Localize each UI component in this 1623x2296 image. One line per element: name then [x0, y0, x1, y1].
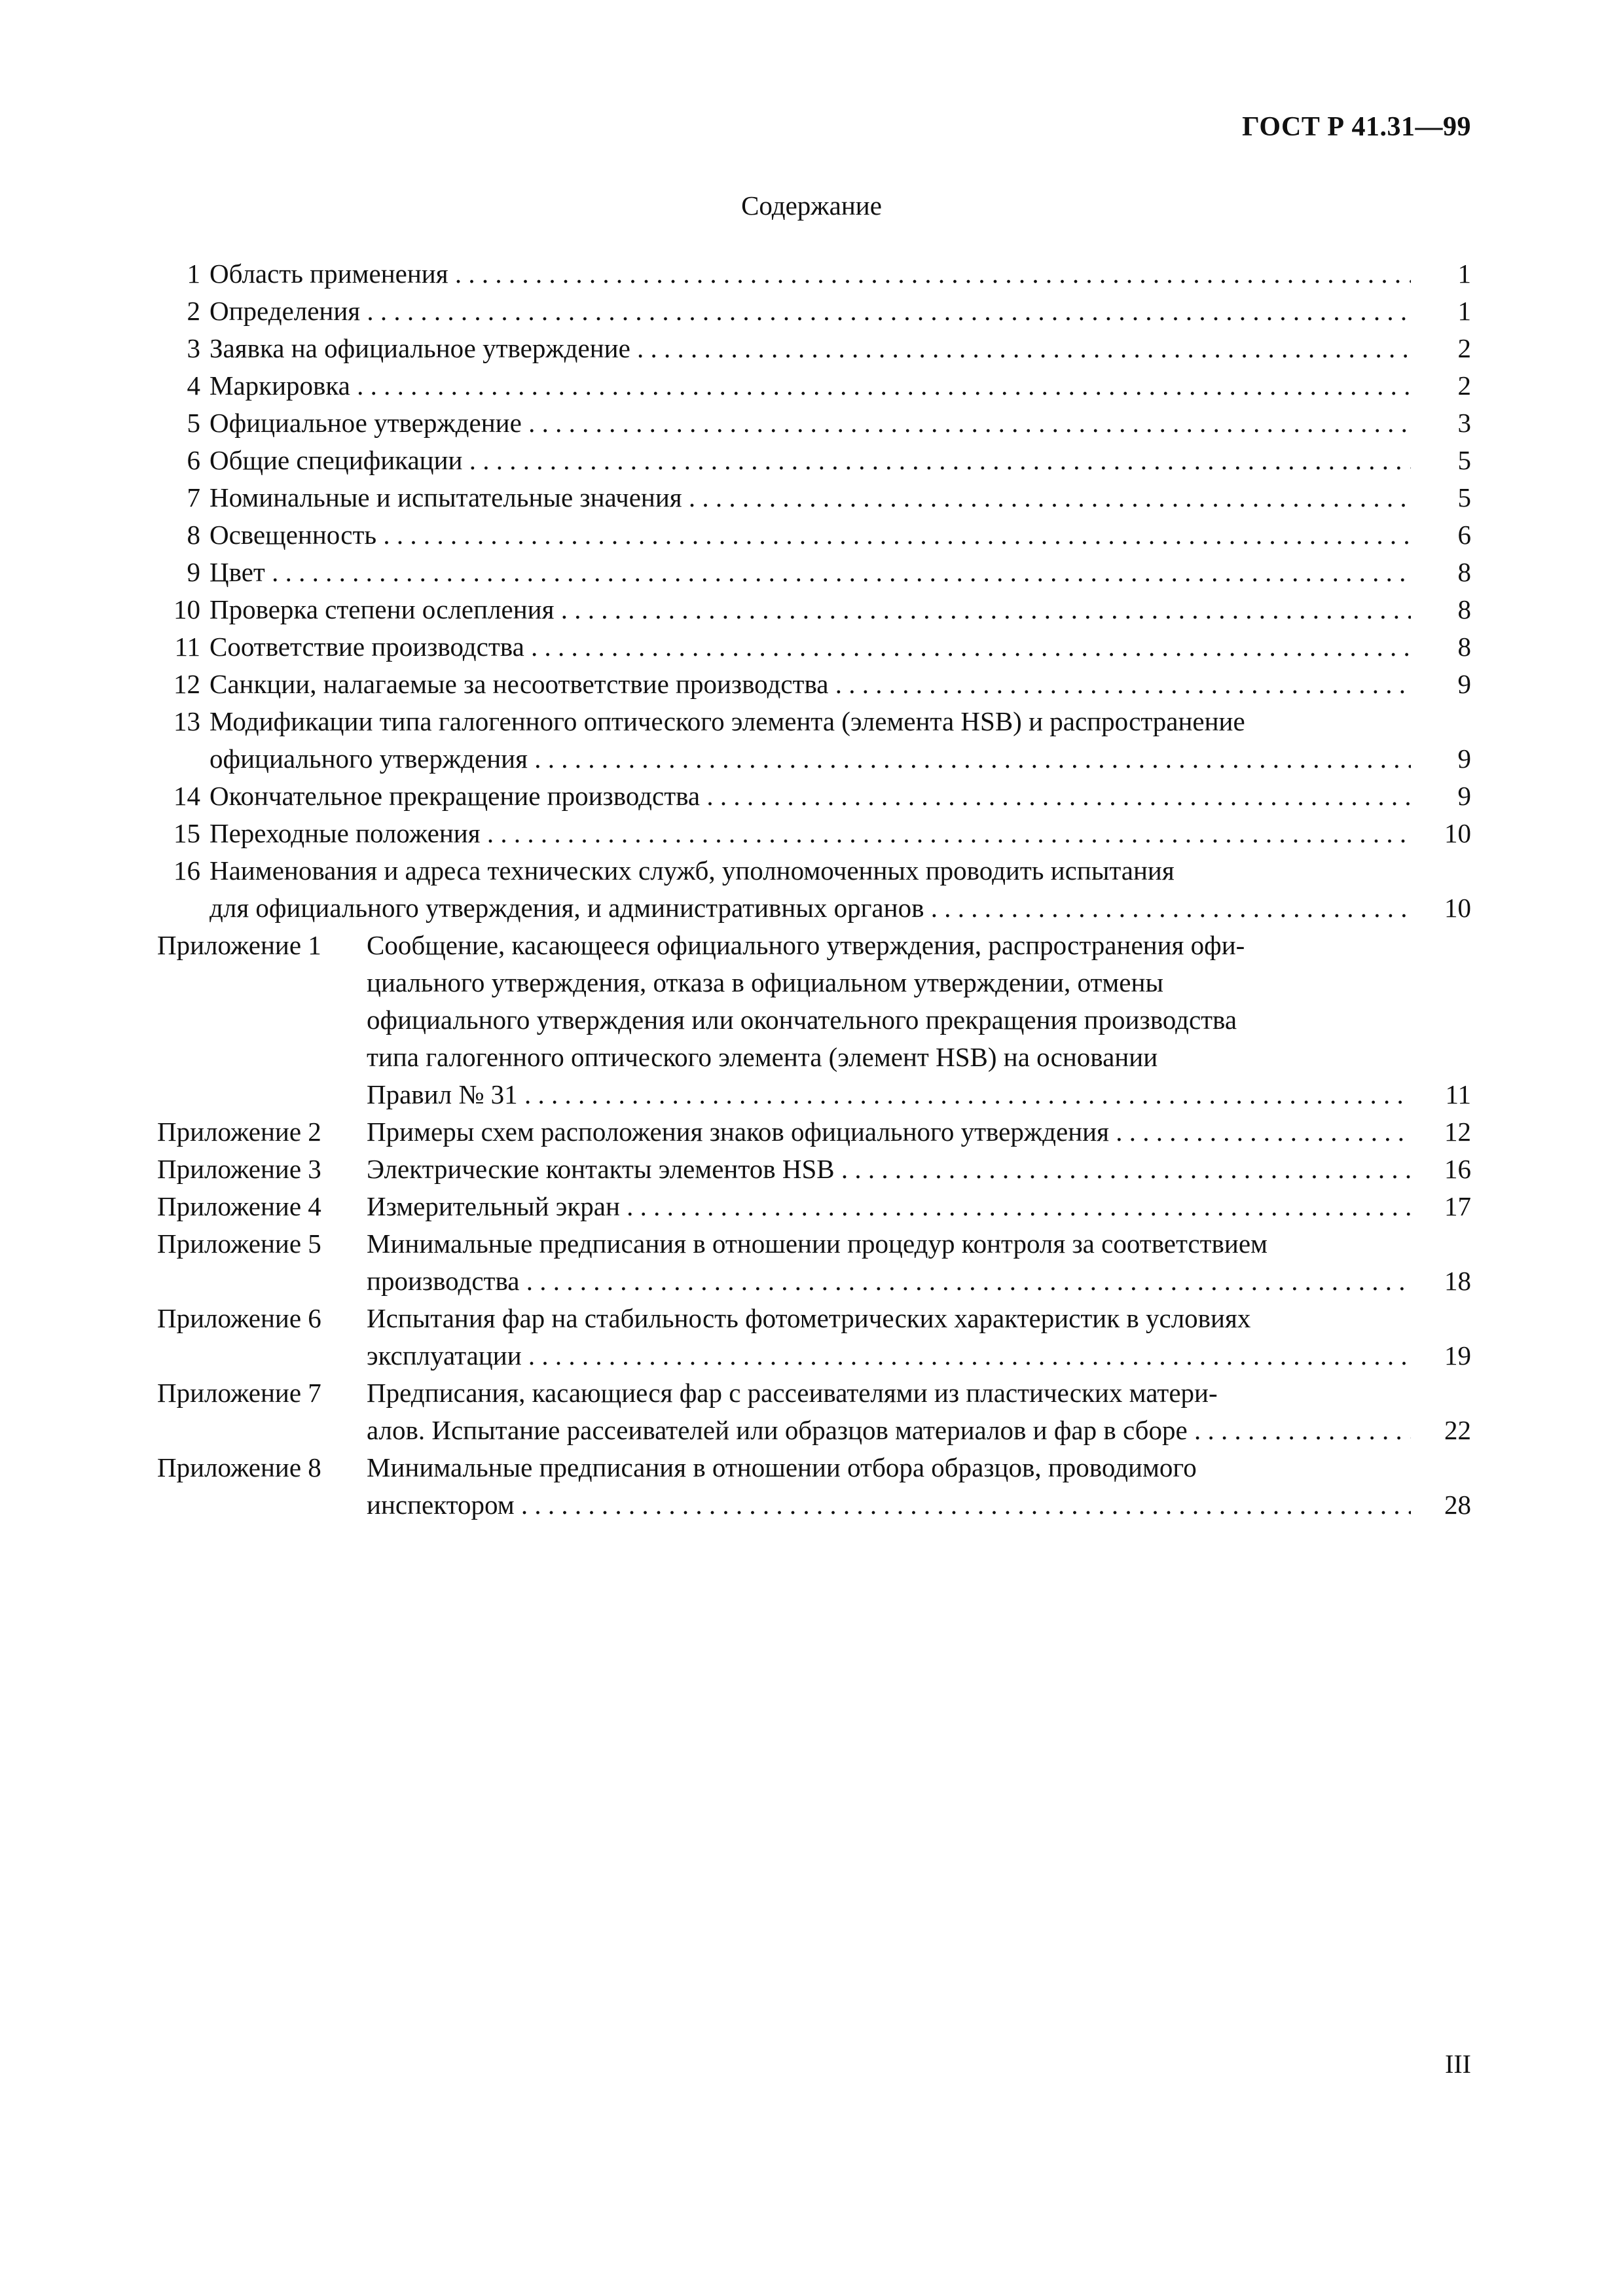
appendix-label: Приложение 1 [157, 930, 321, 960]
dot-leader [522, 1340, 1411, 1371]
toc-appendix-entry [157, 1449, 1471, 1524]
section-number: 4 [187, 370, 200, 401]
page-number: 5 [1457, 445, 1471, 475]
dot-leader [554, 594, 1411, 624]
toc-appendix-entry [157, 927, 1471, 1113]
entry-title-line: алов. Испытание рассеивателей или образцов материалов и фар в сборе [367, 1415, 1188, 1445]
toc-appendix-entry [157, 1374, 1471, 1449]
appendix-label: Приложение 6 [157, 1303, 321, 1333]
page-number-roman: III [1445, 2049, 1471, 2079]
dot-leader [1188, 1415, 1411, 1445]
page-number: 10 [1444, 893, 1471, 923]
dot-leader [620, 1191, 1411, 1221]
toc-section-entry [157, 628, 1471, 666]
section-number: 5 [187, 408, 200, 438]
section-number: 9 [187, 557, 200, 587]
toc-section-entry [157, 479, 1471, 516]
dot-leader [448, 259, 1411, 289]
page-number: 8 [1457, 632, 1471, 662]
page-number: 2 [1457, 333, 1471, 363]
page-number: 3 [1457, 408, 1471, 438]
toc-section-entry [157, 442, 1471, 479]
appendix-label: Приложение 8 [157, 1452, 321, 1482]
page-number: 10 [1444, 818, 1471, 848]
toc-appendix-entry [157, 1151, 1471, 1188]
toc-section-entry [157, 703, 1471, 778]
section-number: 13 [173, 706, 200, 736]
page-number: 28 [1444, 1490, 1471, 1520]
entry-title-line: Санкции, налагаемые за несоответствие производства [210, 669, 829, 699]
page-number: 16 [1444, 1154, 1471, 1184]
toc-appendix-entry [157, 1113, 1471, 1151]
page-number: 9 [1457, 744, 1471, 774]
dot-leader [462, 445, 1411, 475]
toc-section-entry [157, 367, 1471, 404]
toc-section-entry [157, 293, 1471, 330]
entry-title-line: Минимальные предписания в отношении процедур контроля за соответствием [367, 1229, 1267, 1259]
dot-leader [376, 520, 1411, 550]
page-number: 6 [1457, 520, 1471, 550]
page-number: 5 [1457, 482, 1471, 512]
entry-title-line: Правил № 31 [367, 1079, 518, 1109]
entry-title-line: Маркировка [210, 370, 350, 401]
entry-title-line: эксплуатации [367, 1340, 522, 1371]
section-number: 7 [187, 482, 200, 512]
entry-title-line: Испытания фар на стабильность фотометрических характеристик в условиях [367, 1303, 1251, 1333]
dot-leader [265, 557, 1411, 587]
dot-leader [522, 408, 1411, 438]
dot-leader [481, 818, 1411, 848]
toc-section-entry [157, 778, 1471, 815]
toc-section-entry [157, 554, 1471, 591]
toc-section-entry [157, 255, 1471, 293]
page-number: 1 [1457, 259, 1471, 289]
document-code: ГОСТ Р 41.31—99 [1242, 112, 1471, 142]
dot-leader [700, 781, 1411, 811]
entry-title-line: производства [367, 1266, 520, 1296]
dot-leader [682, 482, 1411, 512]
appendix-label: Приложение 2 [157, 1117, 321, 1147]
section-number: 2 [187, 296, 200, 326]
section-number: 6 [187, 445, 200, 475]
dot-leader [518, 1079, 1411, 1109]
toc-section-entry [157, 404, 1471, 442]
dot-leader [524, 632, 1411, 662]
entry-title-line: Электрические контакты элементов HSB [367, 1154, 835, 1184]
entry-title-line: Минимальные предписания в отношении отбора образцов, проводимого [367, 1452, 1197, 1482]
toc-section-entry [157, 330, 1471, 367]
entry-title-line: Область применения [210, 259, 448, 289]
section-number: 8 [187, 520, 200, 550]
page-number: 11 [1445, 1079, 1471, 1109]
dot-leader [515, 1490, 1411, 1520]
entry-title-line: Окончательное прекращение производства [210, 781, 701, 811]
section-number: 15 [173, 818, 200, 848]
dot-leader [630, 333, 1411, 363]
section-number: 14 [173, 781, 200, 811]
table-of-contents [157, 255, 1471, 1524]
section-number: 3 [187, 333, 200, 363]
dot-leader [828, 669, 1411, 699]
page-number: 9 [1457, 669, 1471, 699]
appendix-label: Приложение 7 [157, 1378, 321, 1408]
toc-section-entry [157, 516, 1471, 554]
entry-title-line: циального утверждения, отказа в официальном утверждении, отмены [367, 967, 1163, 997]
page-number: 18 [1444, 1266, 1471, 1296]
page-number: 8 [1457, 594, 1471, 624]
page-number: 2 [1457, 370, 1471, 401]
entry-title-line: Измерительный экран [367, 1191, 620, 1221]
entry-title-line: Сообщение, касающееся официального утверждения, распространения офи- [367, 930, 1245, 960]
entry-title-line: Цвет [210, 557, 265, 587]
entry-title-line: Заявка на официальное утверждение [210, 333, 630, 363]
entry-title-line: Соответствие производства [210, 632, 524, 662]
page-number: 9 [1457, 781, 1471, 811]
toc-section-entry [157, 666, 1471, 703]
dot-leader [1109, 1117, 1411, 1147]
entry-title-line: для официального утверждения, и административных органов [210, 893, 924, 923]
entry-title-line: типа галогенного оптического элемента (элемент HSB) на основании [367, 1042, 1158, 1072]
appendix-label: Приложение 4 [157, 1191, 321, 1221]
entry-title-line: Определения [210, 296, 361, 326]
dot-leader [835, 1154, 1411, 1184]
toc-title: Содержание [741, 190, 882, 221]
entry-title-line: Освещенность [210, 520, 377, 550]
page-number: 8 [1457, 557, 1471, 587]
page-number: 1 [1457, 296, 1471, 326]
entry-title-line: Проверка степени ослепления [210, 594, 555, 624]
section-number: 11 [174, 632, 200, 662]
entry-title-line: Общие спецификации [210, 445, 463, 475]
dot-leader [528, 744, 1411, 774]
dot-leader [924, 893, 1411, 923]
toc-appendix-entry [157, 1225, 1471, 1300]
page-number: 12 [1444, 1117, 1471, 1147]
page-number: 19 [1444, 1340, 1471, 1371]
entry-title-line: Предписания, касающиеся фар с рассеивателями из пластических матери- [367, 1378, 1218, 1408]
entry-title-line: Официальное утверждение [210, 408, 522, 438]
toc-section-entry [157, 815, 1471, 852]
toc-section-entry [157, 852, 1471, 927]
page-number: 17 [1444, 1191, 1471, 1221]
dot-leader [519, 1266, 1411, 1296]
entry-title-line: Наименования и адреса технических служб, уполномоченных проводить испытания [210, 855, 1175, 886]
dot-leader [360, 296, 1411, 326]
entry-title-line: инспектором [367, 1490, 515, 1520]
section-number: 10 [173, 594, 200, 624]
toc-appendix-entry [157, 1188, 1471, 1225]
entry-title-line: Модификации типа галогенного оптического элемента (элемента HSB) и распространение [210, 706, 1245, 736]
entry-title-line: официального утверждения или окончательного прекращения производства [367, 1005, 1237, 1035]
section-number: 12 [173, 669, 200, 699]
section-number: 16 [173, 855, 200, 886]
appendix-label: Приложение 3 [157, 1154, 321, 1184]
page-number: 22 [1444, 1415, 1471, 1445]
entry-title-line: официального утверждения [210, 744, 528, 774]
dot-leader [350, 370, 1411, 401]
appendix-label: Приложение 5 [157, 1229, 321, 1259]
section-number: 1 [187, 259, 200, 289]
entry-title-line: Примеры схем расположения знаков официального утверждения [367, 1117, 1109, 1147]
toc-section-entry [157, 591, 1471, 628]
toc-appendix-entry [157, 1300, 1471, 1374]
entry-title-line: Переходные положения [210, 818, 481, 848]
entry-title-line: Номинальные и испытательные значения [210, 482, 682, 512]
